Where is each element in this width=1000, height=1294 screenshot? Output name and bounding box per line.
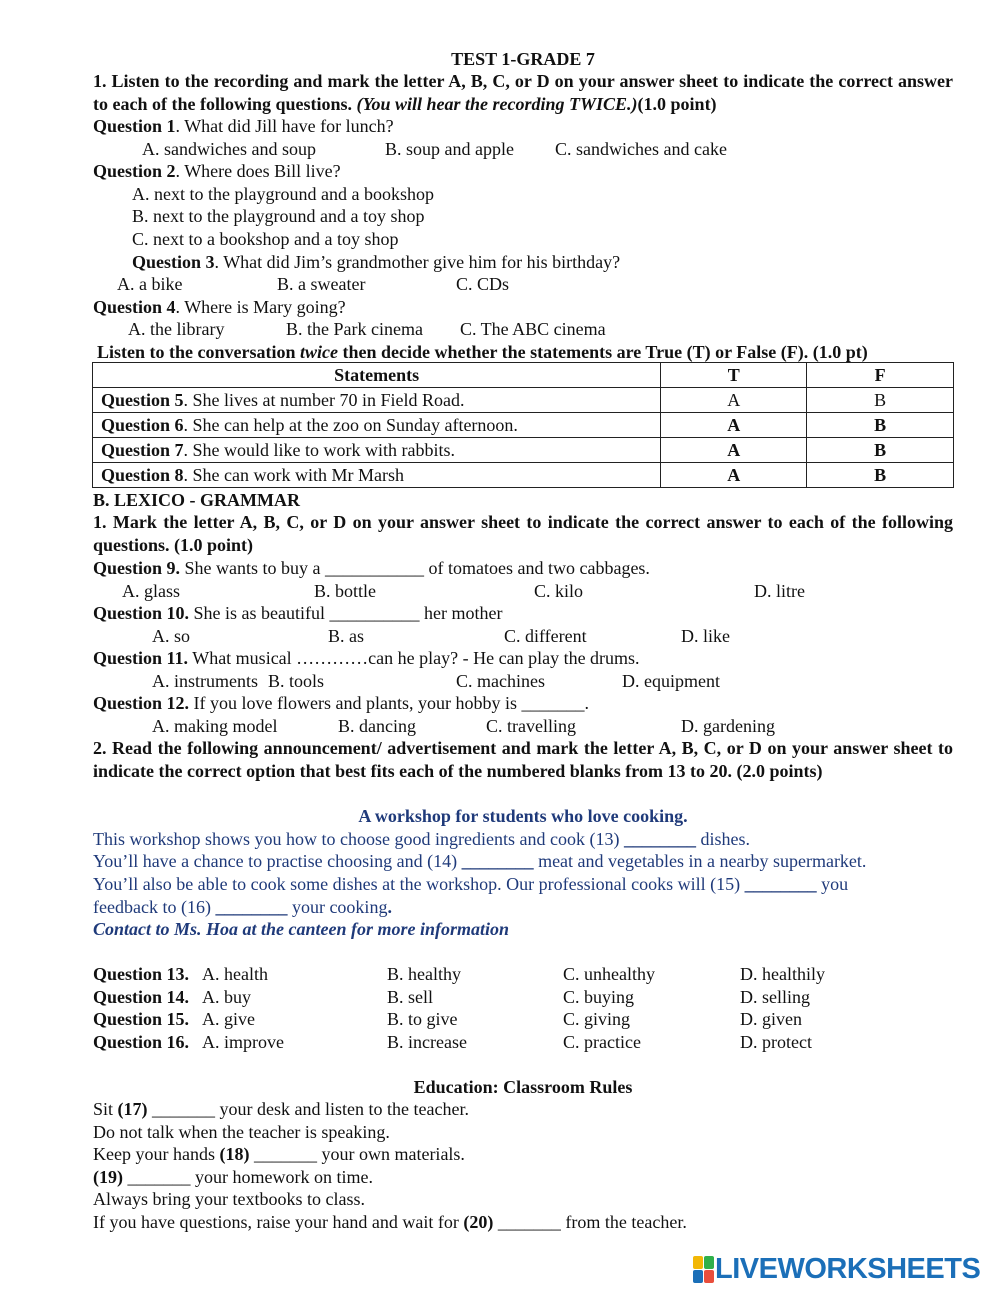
statement-cell: Question 8. She can work with Mr Marsh (93, 463, 661, 488)
workshop-line-4: feedback to (16) ________ your cooking. (93, 897, 392, 917)
workshop-contact: Contact to Ms. Hoa at the canteen for more information (93, 919, 510, 939)
q12-option-b[interactable]: B. dancing (338, 716, 416, 736)
header-false: F (807, 363, 954, 388)
listening-instructions: 1. Listen to the recording and mark the letter A, B, C, or D on your answer sheet to indicate the correct answer to each of the following questions. (You will hear the recording TWICE.)(1.0 point) (93, 71, 953, 114)
q12-option-d[interactable]: D. gardening (681, 716, 775, 736)
q2-option-c[interactable]: C. next to a bookshop and a toy shop (132, 229, 399, 249)
q14-option-c[interactable]: C. buying (563, 987, 635, 1007)
rule-line-2: Do not talk when the teacher is speaking. (93, 1122, 390, 1142)
question-15: Question 15. (93, 1009, 190, 1029)
question-12: Question 12. If you love flowers and plants, your hobby is _______. (93, 693, 589, 713)
true-option[interactable]: A (661, 413, 807, 438)
table-header-row (93, 363, 954, 388)
page-title: TEST 1-GRADE 7 (451, 49, 595, 69)
workshop-line-1: This workshop shows you how to choose good ingredients and cook (13) ________ dishes. (93, 829, 750, 849)
q10-option-a[interactable]: A. so (152, 626, 191, 646)
true-option[interactable]: A (661, 438, 807, 463)
question-11: Question 11. What musical …………can he play? - He can play the drums. (93, 648, 640, 668)
q1-option-b[interactable]: B. soup and apple (385, 139, 514, 159)
question-14: Question 14. (93, 987, 190, 1007)
q1-option-c[interactable]: C. sandwiches and cake (555, 139, 727, 159)
q12-option-c[interactable]: C. travelling (486, 716, 576, 736)
false-option[interactable]: B (807, 463, 954, 488)
q16-option-b[interactable]: B. increase (387, 1032, 467, 1052)
question-13: Question 13. (93, 964, 190, 984)
q1-option-a[interactable]: A. sandwiches and soup (142, 139, 316, 159)
blank-16[interactable]: ________ (215, 897, 288, 917)
q2-option-a[interactable]: A. next to the playground and a bookshop (132, 184, 434, 204)
statement-cell: Question 6. She can help at the zoo on Sunday afternoon. (93, 413, 661, 438)
q10-option-c[interactable]: C. different (504, 626, 587, 646)
workshop-title: A workshop for students who love cooking. (358, 806, 688, 826)
table-row (93, 438, 954, 463)
question-10: Question 10. She is as beautiful __________ her mother (93, 603, 503, 623)
q9-option-c[interactable]: C. kilo (534, 581, 584, 601)
q15-option-d[interactable]: D. given (740, 1009, 802, 1029)
rule-line-3: Keep your hands (18) _______ your own materials. (93, 1144, 465, 1164)
blank-17[interactable]: _______ your desk and listen to the teacher. (147, 1099, 469, 1119)
rule-line-1: Sit (17) _______ your desk and listen to the teacher. (93, 1099, 469, 1119)
blank-20[interactable]: _______ from the teacher. (493, 1212, 687, 1232)
question-16: Question 16. (93, 1032, 190, 1052)
blank-14[interactable]: ________ (461, 851, 534, 871)
truefalse-instructions: Listen to the conversation twice then decide whether the statements are True (T) or False (F). (1.0 pt) (97, 342, 868, 362)
q14-option-a[interactable]: A. buy (202, 987, 251, 1007)
question-3: Question 3. What did Jim’s grandmother give him for his birthday? (132, 252, 621, 272)
q2-option-b[interactable]: B. next to the playground and a toy shop (132, 206, 425, 226)
q3-option-b[interactable]: B. a sweater (277, 274, 366, 294)
question-1: Question 1. What did Jill have for lunch? (93, 116, 394, 136)
q9-option-d[interactable]: D. litre (754, 581, 805, 601)
rule-line-4: (19) _______ your homework on time. (93, 1167, 373, 1187)
workshop-line-2: You’ll have a chance to practise choosing and (14) ________ meat and vegetables in a nearby supermarket. (93, 851, 867, 871)
question-2: Question 2. Where does Bill live? (93, 161, 341, 181)
blank-18[interactable]: _______ your own materials. (249, 1144, 465, 1164)
q16-option-a[interactable]: A. improve (202, 1032, 284, 1052)
q16-option-d[interactable]: D. protect (740, 1032, 812, 1052)
q13-option-b[interactable]: B. healthy (387, 964, 461, 984)
q11-option-b[interactable]: B. tools (268, 671, 325, 691)
q13-option-a[interactable]: A. health (202, 964, 268, 984)
q14-option-b[interactable]: B. sell (387, 987, 434, 1007)
q10-option-d[interactable]: D. like (681, 626, 730, 646)
true-option[interactable]: A (661, 463, 807, 488)
lexico-heading: B. LEXICO - GRAMMAR (93, 490, 300, 510)
q9-option-a[interactable]: A. glass (122, 581, 180, 601)
logo-icon (693, 1256, 713, 1282)
workshop-line-3: You’ll also be able to cook some dishes at the workshop. Our professional cooks will (15) ________ you (93, 874, 849, 894)
statement-cell: Question 5. She lives at number 70 in Field Road. (93, 388, 661, 413)
q11-option-c[interactable]: C. machines (456, 671, 545, 691)
q11-option-a[interactable]: A. instruments (152, 671, 258, 691)
q3-option-c[interactable]: C. CDs (456, 274, 510, 294)
blank-19[interactable]: _______ your homework on time. (123, 1167, 373, 1187)
q15-option-a[interactable]: A. give (202, 1009, 255, 1029)
logo-text: LIVEWORKSHEETS (715, 1253, 981, 1285)
liveworksheets-logo (693, 1254, 980, 1284)
q15-option-b[interactable]: B. to give (387, 1009, 458, 1029)
reading-instructions: 2. Read the following announcement/ advertisement and mark the letter A, B, C, or D on your answer sheet to indicate the correct option that best fits each of the numbered blanks from 13 to 20. (2.0 points) (93, 738, 953, 781)
blank-13[interactable]: ________ (623, 829, 696, 849)
table-row (93, 388, 954, 413)
table-row (93, 413, 954, 438)
q3-option-a[interactable]: A. a bike (117, 274, 183, 294)
q4-option-c[interactable]: C. The ABC cinema (460, 319, 606, 339)
q13-option-c[interactable]: C. unhealthy (563, 964, 655, 984)
blank-15[interactable]: ________ (744, 874, 817, 894)
q4-option-b[interactable]: B. the Park cinema (286, 319, 423, 339)
q15-option-c[interactable]: C. giving (563, 1009, 631, 1029)
question-4: Question 4. Where is Mary going? (93, 297, 346, 317)
q12-option-a[interactable]: A. making model (152, 716, 278, 736)
table-row (93, 463, 954, 488)
false-option[interactable]: B (807, 413, 954, 438)
q13-option-d[interactable]: D. healthily (740, 964, 825, 984)
question-9: Question 9. She wants to buy a ___________ of tomatoes and two cabbages. (93, 558, 650, 578)
rule-line-5: Always bring your textbooks to class. (93, 1189, 365, 1209)
q4-option-a[interactable]: A. the library (128, 319, 225, 339)
q9-option-b[interactable]: B. bottle (314, 581, 376, 601)
lexico-instructions: 1. Mark the letter A, B, C, or D on your answer sheet to indicate the correct answer to each of the following questions. (1.0 point) (93, 512, 953, 555)
q14-option-d[interactable]: D. selling (740, 987, 810, 1007)
header-true: T (661, 363, 807, 388)
rule-line-6: If you have questions, raise your hand and wait for (20) _______ from the teacher. (93, 1212, 687, 1232)
true-option[interactable]: A (661, 388, 807, 413)
header-statements: Statements (93, 363, 661, 388)
false-option[interactable]: B (807, 388, 954, 413)
rules-title: Education: Classroom Rules (413, 1077, 633, 1097)
truefalse-table (92, 362, 954, 488)
q11-option-d[interactable]: D. equipment (622, 671, 720, 691)
q10-option-b[interactable]: B. as (328, 626, 364, 646)
q16-option-c[interactable]: C. practice (563, 1032, 641, 1052)
false-option[interactable]: B (807, 438, 954, 463)
statement-cell: Question 7. She would like to work with rabbits. (93, 438, 661, 463)
